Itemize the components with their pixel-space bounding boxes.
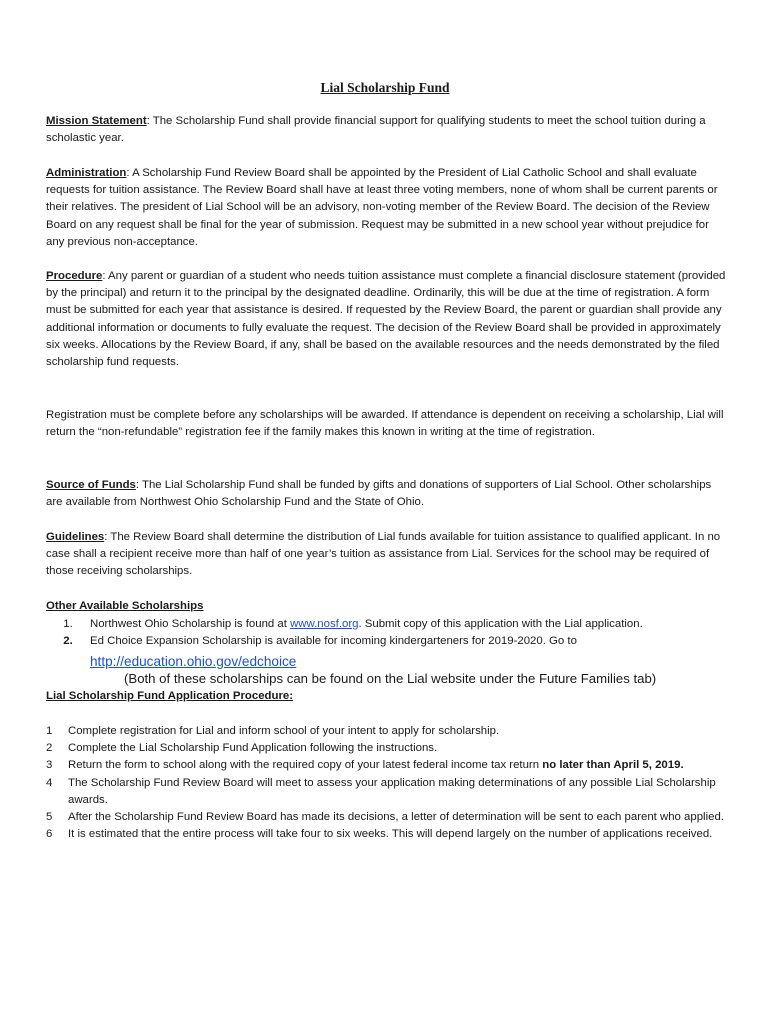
list-item	[46, 616, 726, 633]
list-item-post-text: . Submit copy of this application with the Lial application.	[358, 618, 643, 630]
step-number: 3	[46, 759, 53, 772]
scholarships-website-note: (Both of these scholarships can be found on the Lial website under the Future Families tab)	[124, 671, 657, 686]
procedure-text: : Any parent or guardian of a student who needs tuition assistance must complete a financial disclosure statement (provided by the principal) and return it to the principal by the designated deadline. Ordinarily, this will be due at the time of registration. A form must be submitted for each year that assistance is desired. If requested by the Review Board, the parent or guardian shall provide any additional information or documents to fully evaluate the request. The decision of the Review Board shall be provided in approximately six weeks. Allocations by the Review Board, if any, shall be based on the available resources and the needs demonstrated by the filed scholarship fund requests.	[46, 270, 726, 369]
list-item	[46, 809, 726, 826]
source-of-funds-text: : The Lial Scholarship Fund shall be funded by gifts and donations of supporters of Lial School. Other scholarships are available from Northwest Ohio Scholarship Fund and the State of Ohio.	[46, 479, 712, 509]
step-text: The Scholarship Fund Review Board will meet to assess your application making determinations of any possible Lial Scholarship awards.	[68, 776, 716, 806]
step-number: 2	[46, 742, 53, 755]
source-of-funds-heading: Source of Funds	[46, 479, 136, 491]
step-number: 6	[46, 828, 53, 841]
administration-section	[46, 165, 726, 251]
step-number: 4	[46, 776, 53, 789]
step-text: After the Scholarship Fund Review Board has made its decisions, a letter of determination will be sent to each parent who applied.	[68, 811, 724, 824]
guidelines-heading: Guidelines	[46, 531, 105, 543]
edchoice-link[interactable]: http://education.ohio.gov/edchoice	[90, 654, 297, 669]
step-number: 5	[46, 811, 53, 824]
administration-text: : A Scholarship Fund Review Board shall be appointed by the President of Lial Catholic School and shall evaluate requests for tuition assistance. The Review Board shall have at least three voting members, none of whom shall be current parents or their relatives. The president of Lial School will be an advisory, non-voting member of the Review Board. The decision of the Review Board on any request shall be final for the year of submission. Request may be submitted in a new school year without prejudice for any previous non-acceptance.	[46, 167, 718, 248]
list-item	[46, 775, 726, 809]
list-item-pre-text: Northwest Ohio Scholarship is found at	[90, 618, 291, 630]
guidelines-section	[46, 529, 726, 581]
document-title: Lial Scholarship Fund	[320, 80, 450, 95]
step-text	[68, 757, 726, 774]
step-text: Complete registration for Lial and inform school of your intent to apply for scholarship.	[68, 725, 500, 737]
mission-text: : The Scholarship Fund shall provide financial support for qualifying students to meet the school tuition during a scholastic year.	[46, 115, 706, 145]
application-steps-list	[46, 723, 726, 843]
list-item	[46, 723, 726, 740]
procedure-heading: Procedure	[46, 270, 103, 282]
mission-statement	[46, 113, 726, 147]
list-item-number: 2.	[63, 635, 73, 648]
application-procedure-heading: Lial Scholarship Fund Application Procedure:	[46, 690, 294, 702]
source-of-funds-section	[46, 477, 726, 511]
mission-heading: Mission Statement	[46, 115, 147, 127]
procedure-section	[46, 268, 726, 371]
step-text-main: Return the form to school along with the required copy of your latest federal income tax return	[68, 759, 543, 772]
list-item	[46, 826, 726, 843]
list-item	[46, 757, 726, 774]
administration-heading: Administration	[46, 167, 127, 179]
registration-paragraph: Registration must be complete before any scholarships will be awarded. If attendance is dependent on receiving a scholarship, Lial will return the “non-refundable” registration fee if the family makes this known in writing at the time of registration.	[46, 409, 724, 439]
list-item	[46, 633, 726, 650]
deadline-text: no later than April 5, 2019.	[542, 759, 684, 772]
list-item	[46, 740, 726, 757]
other-scholarships-list	[46, 616, 726, 650]
step-text: It is estimated that the entire process will take four to six weeks. This will depend largely on the number of applications received.	[68, 828, 713, 841]
step-number: 1	[46, 725, 53, 737]
step-text: Complete the Lial Scholarship Fund Application following the instructions.	[68, 742, 438, 755]
guidelines-text: : The Review Board shall determine the distribution of Lial funds available for tuition assistance to qualified applicant. In no case shall a recipient receive more than half of one year’s tuition as assistance from Lial. Services for the school may be required of those receiving scholarships.	[46, 531, 721, 578]
nosf-link[interactable]: www.nosf.org	[290, 618, 359, 630]
other-scholarships-heading: Other Available Scholarships	[46, 600, 204, 612]
list-item-number: 1.	[63, 618, 73, 630]
list-item-text	[90, 616, 726, 633]
list-item-text: Ed Choice Expansion Scholarship is available for incoming kindergarteners for 2019-2020. Go to	[90, 635, 577, 648]
